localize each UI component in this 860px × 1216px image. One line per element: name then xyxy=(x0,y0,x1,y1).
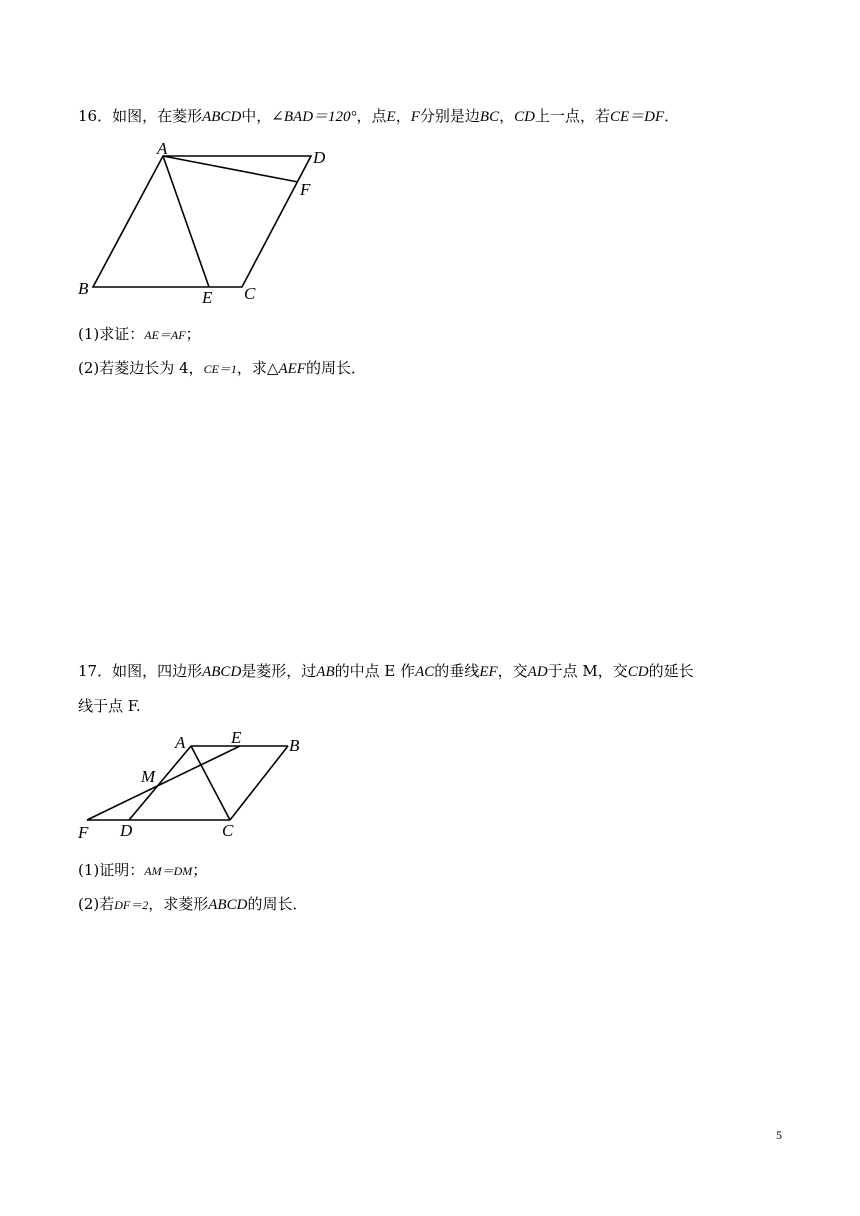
q17-label-e: E xyxy=(231,728,242,747)
q17-label-d: D xyxy=(120,821,133,840)
page-number: 5 xyxy=(776,1128,782,1142)
q17-statement: 17．如图，四边形ABCD是菱形，过AB的中点 E 作AC的垂线EF，交AD于点 M，交CD的延长 xyxy=(78,662,694,680)
q17-segment-ef xyxy=(87,746,240,820)
q17-label-m: M xyxy=(141,767,156,786)
q16-label-d: D xyxy=(313,148,326,167)
q16-part1: (1)求证：AE＝AF； xyxy=(78,325,201,343)
q17-segment-ad xyxy=(129,746,191,820)
q16-label-c: C xyxy=(244,284,256,303)
q17-label-b: B xyxy=(289,736,300,755)
q17-part2: (2)若DF＝2，求菱形ABCD的周长． xyxy=(78,895,308,913)
q17-label-c: C xyxy=(222,821,234,840)
q16-label-b: B xyxy=(78,279,89,298)
q17-segment-ac xyxy=(191,746,230,820)
q16-label-f: F xyxy=(300,180,311,199)
q17-statement-line2: 线于点 F. xyxy=(78,697,141,715)
q17-label-a: A xyxy=(175,733,186,752)
q17-label-f: F xyxy=(78,823,89,842)
q17-part1: (1)证明：AM＝DM； xyxy=(78,861,208,879)
q16-statement: 16．如图，在菱形ABCD中，∠BAD＝120°，点E，F分别是边BC，CD上一点，若CE＝DF． xyxy=(78,107,680,125)
q17-segment-bc xyxy=(230,746,288,820)
q16-label-e: E xyxy=(202,288,213,307)
q16-label-a: A xyxy=(157,139,168,158)
q16-part2: (2)若菱边长为 4，CE＝1，求△AEF的周长． xyxy=(78,359,366,377)
